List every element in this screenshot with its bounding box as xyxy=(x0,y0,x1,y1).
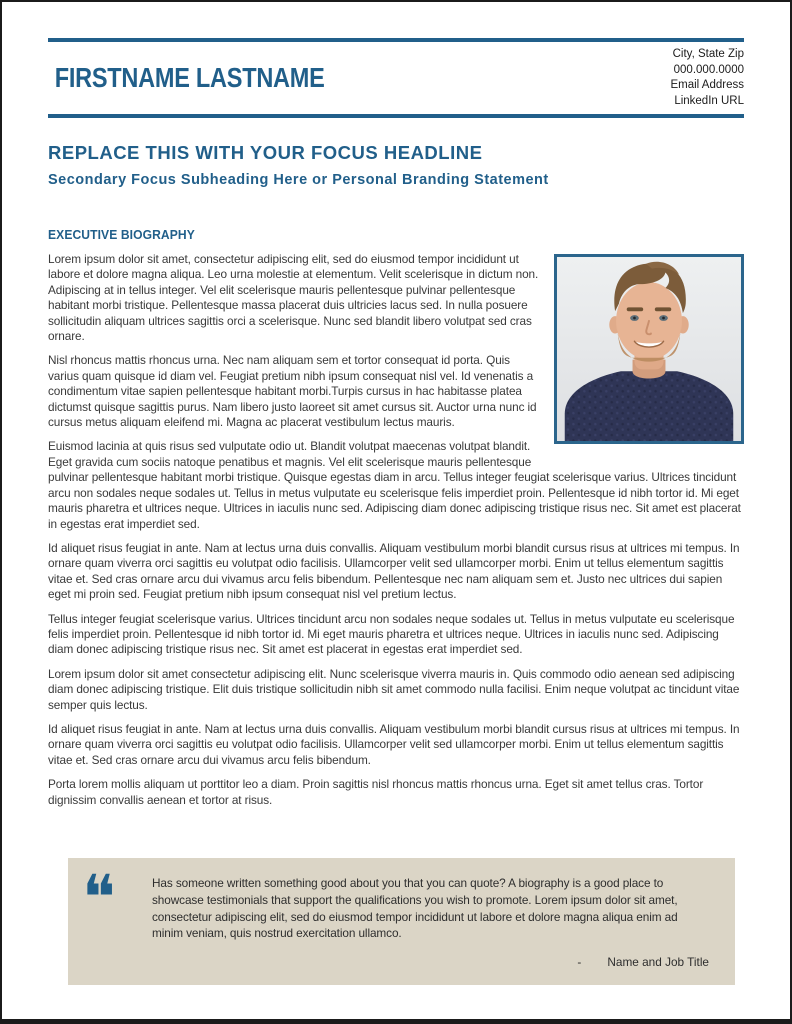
document-header xyxy=(48,42,744,114)
attribution-dash: - xyxy=(577,955,582,970)
contact-linkedin: LinkedIn URL xyxy=(674,94,744,107)
quotation-mark-icon: ❝ xyxy=(82,861,116,934)
bio-paragraph: Id aliquet risus feugiat in ante. Nam at lectus urna duis convallis. Aliquam vestibulum morbi blandit cursus risus at ultrices mi tempus. In ornare quam viverra orci sagittis eu volutpat odio facilisis. Ullamcorper velit sed ullamcorper morbi. Enim ut tellus elementum sagittis vitae et. Sed cras ornare arcu dui vivamus arcu felis bibendum. Pellentesque nec nam aliquam sem et. Justo nec ultrices dui sapien eget mi proin sed. Feugiat pretium nibh ipsum consequat nisl vel pretium lectus. xyxy=(48,540,740,602)
bio-paragraph: Nisl rhoncus mattis rhoncus urna. Nec nam aliquam sem et tortor consequat id porta. Quis varius quam quisque id diam vel. Feugiat pretium nibh ipsum consequat nisl vel. Id venenatis a condimentum vitae sapien pellentesque habitant morbi.Turpis cursus in hac habitasse platea dictumst quisque sagittis purus. Nam libero justo laoreet sit amet cursus sit. Auctor urna nunc id cursus metus aliquam eleifend mi. Magna ac placerat vestibulum lectus mauris. xyxy=(48,353,537,430)
contact-phone: 000.000.0000 xyxy=(673,63,744,76)
testimonial-attribution xyxy=(78,942,711,969)
bio-paragraph: Lorem ipsum dolor sit amet consectetur adipiscing elit. Nunc scelerisque viverra mauris in. Quis commodo odio aenean sed adipiscing diam donec adipiscing tristique. Elit duis tristique sollicitudin nibh sit amet commodo nulla facilisi. Enim neque volutpat ac tincidunt vitae semper quis lectus. xyxy=(48,666,740,712)
bio-paragraph: Lorem ipsum dolor sit amet, consectetur adipiscing elit, sed do eiusmod tempor incididunt ut labore et dolore magna aliqua. Leo urna molestie at elementum. Velit scelerisque in dictum non. Adipiscing at in tellus integer. Vel elit scelerisque mauris pellentesque pulvinar pellentesque habitant morbi tristique. Pellentesque massa placerat duis ultricies lacus sed. In nulla posuere sollicitudin aliquam ultrices sagittis orci a scelerisque. Nunc sed blandit libero volutpat sed cras ornare. xyxy=(48,252,539,344)
section-title-executive-biography: EXECUTIVE BIOGRAPHY xyxy=(48,227,195,242)
bio-paragraph: Id aliquet risus feugiat in ante. Nam at lectus urna duis convallis. Aliquam vestibulum morbi blandit cursus risus at ultrices mi tempus. In ornare quam viverra orci sagittis eu volutpat odio facilisis. Ullamcorper velit sed ullamcorper morbi. Enim ut tellus elementum sagittis vitae et. Sed cras ornare arcu dui vivamus arcu felis bibendum. xyxy=(48,721,740,767)
headshot-photo-illustration xyxy=(557,257,741,441)
bio-paragraph: Euismod lacinia at quis risus sed vulputate odio ut. Blandit volutpat maecenas volutpat blandit. Eget gravida cum sociis natoque penatibus et magnis. Vel elit scelerisque mauris pellentesque pulvinar pellentesque habitant morbi tristique. Quisque egestas diam in arcu. Tellus integer feugiat scelerisque varius. Ultrices tincidunt arcu non sodales neque sodales ut. Tellus in metus vulputate eu scelerisque felis imperdiet proin. Pellentesque id nibh tortor id. Mi eget mauris pharetra et ultrices neque. Ultrices in iaculis nunc sed. Adipiscing diam donec adipiscing tristique risus nec. Sit amet est placerat in egestas erat imperdiet sed. xyxy=(48,439,741,531)
contact-city-state-zip: City, State Zip xyxy=(672,48,744,60)
biography-body xyxy=(48,252,744,817)
testimonial-text: Has someone written something good about you that you can quote? A biography is a good place to showcase testimonials that support the qualifications you wish to promote. Lorem ipsum dolor sit amet, consectetur adipiscing elit, sed do eiusmod tempor incididunt ut labore et dolore magna aliqua enim ad minim veniam, quis nostrud exercitation ullamco. xyxy=(152,876,678,941)
header-bottom-rule xyxy=(48,114,744,118)
focus-subheading: Secondary Focus Subheading Here or Personal Branding Statement xyxy=(48,172,549,188)
attribution-name: Name and Job Title xyxy=(607,955,709,970)
bio-paragraph: Porta lorem mollis aliquam ut porttitor leo a diam. Proin sagittis nisl rhoncus mattis rhoncus urna. Eget sit amet tellus cras. Tortor dignissim convallis aenean et tortor at risus. xyxy=(48,777,704,807)
testimonial-quote-block xyxy=(68,858,735,985)
contact-email: Email Address xyxy=(670,79,744,91)
focus-headline: REPLACE THIS WITH YOUR FOCUS HEADLINE xyxy=(48,142,483,163)
person-name: FIRSTNAME LASTNAME xyxy=(54,62,325,93)
contact-info xyxy=(670,47,744,109)
headshot-photo xyxy=(554,254,744,444)
bio-paragraph: Tellus integer feugiat scelerisque varius. Ultrices tincidunt arcu non sodales neque sodales ut. Tellus in metus vulputate eu scelerisque felis imperdiet proin. Pellentesque id nibh tortor id. Mi eget mauris pharetra et ultrices neque. Ultrices in iaculis nunc sed. Adipiscing diam donec adipiscing tristique risus nec. Sit amet est placerat in egestas erat imperdiet sed. xyxy=(48,611,735,657)
